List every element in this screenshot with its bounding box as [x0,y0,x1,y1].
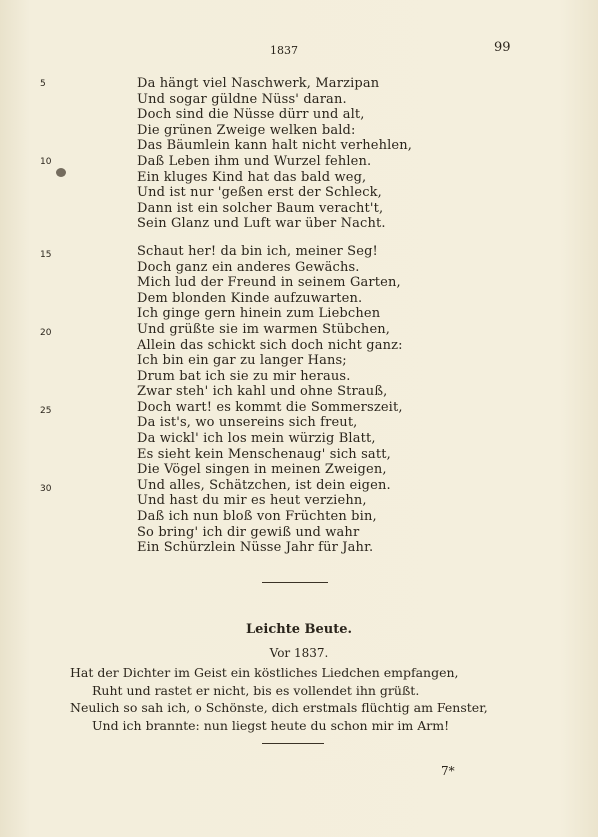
poem-line: Das Bäumlein kann halt nicht verhehlen, [137,138,413,154]
poem-line: Doch wart! es kommt die Sommerszeit, [137,399,403,415]
line-number-10: 10 [40,157,52,167]
poem-line: Da hängt viel Naschwerk, Marzipan [137,76,380,91]
poem-line: Da ist's, wo unsereins sich freut, [137,415,358,431]
ink-smudge [56,168,66,177]
line-number-20: 20 [40,328,52,338]
poem-line: Und grüßte sie im warmen Stübchen, [137,321,391,337]
section-verse [70,664,540,734]
poem-line: Die Vögel singen in meinen Zweigen, [137,462,387,478]
poem-line: Es sieht kein Menschenaug' sich satt, [137,446,391,462]
poem-line: Da wickl' ich los mein würzig Blatt, [137,431,376,447]
line-number-25: 25 [40,406,52,416]
poem-line: Drum bat ich sie zu mir heraus. [137,368,351,384]
poem-line: Doch ganz ein anderes Gewächs. [137,259,360,275]
poem-line: Ich ginge gern hinein zum Liebchen [137,306,381,322]
verse-line: Neulich so sah ich, o Schönste, dich erstmals flüchtig am Fenster, [70,700,488,715]
poem-line: Und sogar güldne Nüss' daran. [137,91,347,107]
poem-body [137,76,537,556]
verse-line: Und ich brannte: nun liegst heute du schon mir im Arm! [92,717,450,733]
stanza-gap [137,232,537,244]
line-number-5: 5 [40,79,46,89]
stanza-2 [137,244,537,556]
line-number-30: 30 [40,484,52,494]
poem-line: Dem blonden Kinde aufzuwarten. [137,290,363,306]
poem-line: So bring' ich dir gewiß und wahr [137,524,360,540]
poem-line: Daß ich nun bloß von Früchten bin, [137,509,377,525]
poem-line: Mich lud der Freund in seinem Garten, [137,275,401,291]
stanza-1 [137,76,537,232]
section-subtitle: Vor 1837. [269,646,329,660]
poem-line: Ein Schürzlein Nüsse Jahr für Jahr. [137,540,374,556]
poem-line: Die grünen Zweige welken bald: [137,122,356,138]
poem-line: Allein das schickt sich doch nicht ganz: [137,337,403,353]
poem-line: Ich bin ein gar zu langer Hans; [137,353,347,369]
section-title: Leichte Beute. [245,622,353,637]
verse-line: Hat der Dichter im Geist ein köstliches Liedchen empfangen, [70,665,459,680]
poem-line: Sein Glanz und Luft war über Nacht. [137,216,386,232]
poem-line: Und alles, Schätzchen, ist dein eigen. [137,477,391,493]
poem-line: Und hast du mir es heut verziehn, [137,493,367,509]
signature-mark: 7* [441,764,455,778]
poem-line: Und ist nur 'geßen erst der Schleck, [137,185,382,201]
poem-line: Schaut her! da bin ich, meiner Seg! [137,243,378,259]
poem-line: Zwar steh' ich kahl und ohne Strauß, [137,384,388,400]
verse-line: Ruht und rastet er nicht, bis es vollendet ihn grüßt. [92,682,420,698]
running-header-year: 1837 [270,44,298,57]
poem-line: Doch sind die Nüsse dürr und alt, [137,107,365,123]
section-divider [262,582,328,583]
page-number: 99 [494,40,511,55]
line-number-15: 15 [40,250,52,260]
poem-line: Dann ist ein solcher Baum veracht't, [137,200,384,216]
end-divider [262,743,324,744]
poem-line: Daß Leben ihm und Wurzel fehlen. [137,153,372,169]
poem-line: Ein kluges Kind hat das bald weg, [137,169,367,185]
